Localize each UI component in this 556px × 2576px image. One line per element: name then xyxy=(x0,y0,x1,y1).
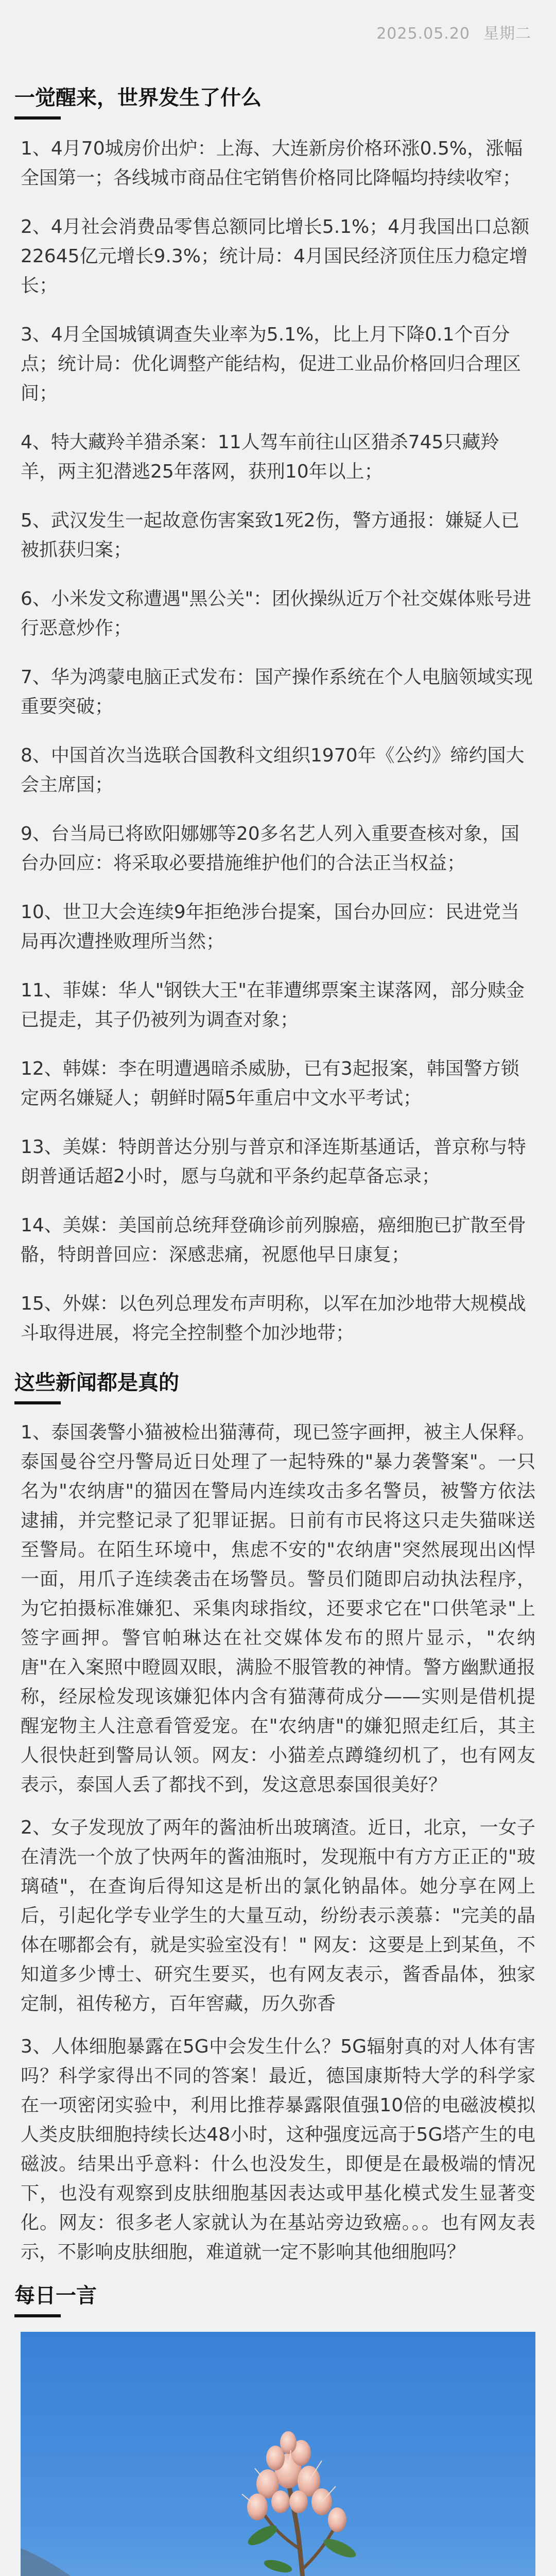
news-list xyxy=(0,120,556,1348)
true-news-item: 2、女子发现放了两年的酱油析出玻璃渣。近日，北京，一女子在清洗一个放了快两年的酱油瓶时，发现瓶中有方方正正的"玻璃碴"，在查询后得知这是析出的氯化钠晶体。她分享在网上后，引起化学专业学生的大量互动，纷纷表示羡慕："完美的晶体在哪都会有，就是实验室没有！" 网友：这要是上到某鱼，不知道多少博士、研究生要买，也有网友表示，酱香晶体，独家定制，祖传秘方，百年窖藏，历久弥香 xyxy=(21,1817,536,2014)
news-item: 15、外媒：以色列总理发布声明称，以军在加沙地带大规模战斗取得进展，将完全控制整个加沙地带； xyxy=(21,1293,526,1344)
news-item: 3、4月全国城镇调查失业率为5.1%，比上月下降0.1个百分点；统计局：优化调整产能结构，促进工业品价格回归合理区间； xyxy=(21,324,522,404)
news-item: 12、韩媒：李在明遭遇暗杀威胁，已有3起报案，韩国警方锁定两名嫌疑人；朝鲜时隔5年重启中文水平考试； xyxy=(21,1058,519,1109)
flower-photo xyxy=(21,2332,535,2576)
news-item: 14、美媒：美国前总统拜登确诊前列腺癌，癌细胞已扩散至骨骼，特朗普回应：深感悲痛，祝愿他早日康复； xyxy=(21,1215,526,1265)
section-title-daily-quote: 每日一言 xyxy=(0,2280,556,2317)
news-item: 13、美媒：特朗普达分别与普京和泽连斯基通话，普京称与特朗普通话超2小时，愿与乌就和平条约起草备忘录； xyxy=(21,1137,526,1187)
news-item: 4、特大藏羚羊猎杀案：11人驾车前往山区猎杀745只藏羚羊，两主犯潜逃25年落网，获刑10年以上； xyxy=(21,432,499,482)
news-item: 2、4月社会消费品零售总额同比增长5.1%；4月我国出口总额22645亿元增长9.3%；统计局：4月国民经济顶住压力稳定增长； xyxy=(21,216,530,296)
news-item: 1、4月70城房价出炉：上海、大连新房价格环涨0.5%，涨幅全国第一；各线城市商品住宅销售价格同比降幅均持续收窄； xyxy=(21,138,523,189)
section-title-true-news: 这些新闻都是真的 xyxy=(0,1367,556,1404)
date-text: 2025.05.20 xyxy=(376,25,470,43)
news-item: 5、武汉发生一起故意伤害案致1死2伤，警方通报：嫌疑人已被抓获归案； xyxy=(21,510,519,561)
true-news-item: 3、人体细胞暴露在5G中会发生什么？5G辐射真的对人体有害吗？科学家得出不同的答案！最近，德国康斯特大学的科学家在一项密闭实验中，利用比推荐暴露限值强10倍的电磁波模拟人类皮肤细胞持续长达48小时，这种强度远高于5G塔产生的电磁波。结果出乎意料：什么也没发生，即便是在最极端的情况下，也没有观察到皮肤细胞基因表达或甲基化模式发生显著变化。网友：很多老人家就认为在基站旁边致癌。。。也有网友表示，不影响皮肤细胞，难道就一定不影响其他细胞吗？ xyxy=(21,2036,535,2263)
section-title-world-news: 一觉醒来，世界发生了什么 xyxy=(0,82,556,120)
news-item: 11、菲媒：华人"钢铁大王"在菲遭绑票案主谋落网，部分赎金已提走，其子仍被列为调查对象； xyxy=(21,980,525,1030)
true-news-list xyxy=(0,1404,556,2267)
true-news-item: 1、泰国袭警小猫被检出猫薄荷，现已签字画押，被主人保释。泰国曼谷空丹警局近日处理了一起特殊的"暴力袭警案"。一只名为"农纳唐"的猫因在警局内连续攻击多名警员，被警方依法逮捕，并完整记录了犯罪证据。日前有市民将这只走失猫咪送至警局。在陌生环境中，焦虑不安的"农纳唐"突然展现出凶悍一面，用爪子连续袭击在场警员。警员们随即启动执法程序，为它拍摄标准嫌犯、采集肉球指纹，还要求它在"口供笔录"上签字画押。警官帕琳达在社交媒体发布的照片显示，"农纳唐"在入案照中瞪圆双眼，满脸不服管教的神情。警方幽默通报称，经尿检发现该嫌犯体内含有猫薄荷成分——实则是借机提醒宠物主人注意看管爱宠。在"农纳唐"的嫌犯照走红后，其主人很快赶到警局认领。网友：小猫差点蹲缝纫机了，也有网友表示，泰国人丢了都找不到，发这意思泰国很美好？ xyxy=(21,1422,535,1795)
news-item: 6、小米发文称遭遇"黑公关"：团伙操纵近万个社交媒体账号进行恶意炒作； xyxy=(21,588,532,639)
news-item: 8、中国首次当选联合国教科文组织1970年《公约》缔约国大会主席国； xyxy=(21,745,525,795)
news-item: 10、世卫大会连续9年拒绝涉台提案，国台办回应：民进党当局再次遭挫败理所当然； xyxy=(21,902,519,952)
date-row xyxy=(0,0,556,44)
news-item: 7、华为鸿蒙电脑正式发布：国产操作系统在个人电脑领域实现重要突破； xyxy=(21,667,533,717)
news-item: 9、台当局已将欧阳娜娜等20多名艺人列入重要查核对象，国台办回应：将采取必要措施维护他们的合法正当权益； xyxy=(21,823,519,874)
weekday-text: 星期二 xyxy=(483,25,531,43)
